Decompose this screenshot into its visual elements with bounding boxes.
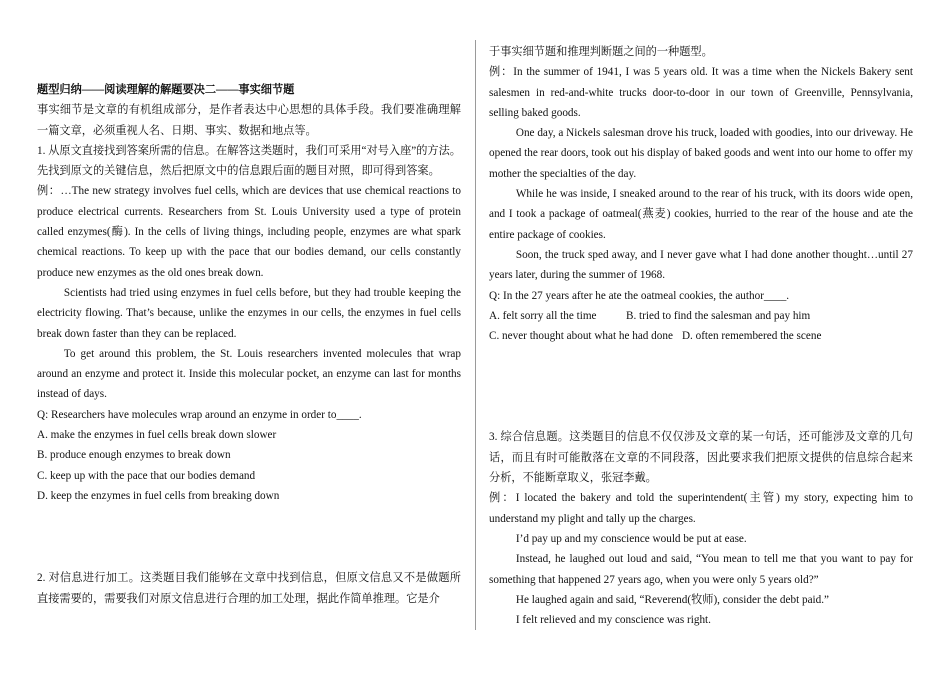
right-column (489, 42, 913, 630)
example-2-paragraph-3: While he was inside, I sneaked around to the rear of his truck, with its doors wide open, and I took a package of oatmeal(燕麦) cookies, hurried to the rear of the house and ate the entire package of cookies. (489, 188, 913, 241)
example-3-paragraph-5: I felt relieved and my conscience was right. (515, 614, 711, 627)
q1-option-a: A. make the enzymes in fuel cells break down slower (37, 429, 277, 442)
q1-option-c: C. keep up with the pace that our bodies demand (37, 469, 256, 482)
example-1-paragraph-3: To get around this problem, the St. Louis researchers invented molecules that wrap around an enzyme and protect it. Inside this molecular pocket, an enzyme can last for months instead of days. (37, 347, 461, 401)
point-3: 3. 综合信息题。这类题目的信息不仅仅涉及文章的某一句话，还可能涉及文章的几句话，而且有时可能散落在文章的不同段落，因此要求我们把原文提供的信息综合起来分析，不能断章取义，张冠李戴。 (489, 431, 913, 485)
example-2-paragraph-4: Soon, the truck sped away, and I never gave what I had done another thought…until 27 years later, during the summer of 1968. (489, 248, 913, 282)
example-3-paragraph-3: Instead, he laughed out loud and said, “You mean to tell me that you want to pay for something that happened 27 years ago, when you were only 5 years old?” (489, 553, 913, 586)
question-1: Q: Researchers have molecules wrap around an enzyme in order to____. (37, 408, 362, 421)
example-1-paragraph-1: 例：…The new strategy involves fuel cells, which are devices that use chemical reactions to produce electrical currents. Researchers from St. Louis University used a type of protein called enzymes(酶). In the cells of living things, including people, enzymes are what spark chemical reactions. To keep up with the pace that our bodies demand, our cells constantly produce new enzymes as the old ones break down. (37, 185, 461, 279)
column-divider (475, 40, 476, 630)
example-3-paragraph-1: 例：I located the bakery and told the superintendent(主管) my story, expecting him to understand my plight and tally up the charges. (489, 492, 913, 525)
example-3-paragraph-4: He laughed again and said, “Reverend(牧师), consider the debt paid.” (515, 593, 830, 606)
question-2: Q: In the 27 years after he ate the oatmeal cookies, the author____. (489, 289, 790, 302)
q2-option-b: B. tried to find the salesman and pay him (626, 309, 811, 322)
q2-option-d: D. often remembered the scene (681, 330, 822, 343)
point-1: 1. 从原文直接找到答案所需的信息。在解答这类题时，我们可采用“对号入座”的方法。先找到原文的关键信息，然后把原文中的信息跟后面的题目对照，即可得到答案。 (37, 144, 461, 178)
example-2-paragraph-1: 例：In the summer of 1941, I was 5 years old. It was a time when the Nickels Bakery sent salesmen in red-and-white trucks door-to-door in our town of Greenville, Pennsylvania, selling baked goods. (489, 66, 913, 119)
point-2-continued: 于事实细节题和推理判断题之间的一种题型。 (489, 46, 713, 58)
point-2: 2. 对信息进行加工。这类题目我们能够在文章中找到信息，但原文信息又不是做题所直接需要的，需要我们对原文信息进行合理的加工处理，据此作简单推理。它是介 (37, 572, 461, 605)
q2-options-row-1 (489, 306, 913, 326)
q1-option-b: B. produce enough enzymes to break down (37, 449, 231, 462)
q2-option-a: A. felt sorry all the time (489, 309, 597, 322)
q1-option-d: D. keep the enzymes in fuel cells from breaking down (37, 489, 280, 502)
example-3-paragraph-2: I’d pay up and my conscience would be put at ease. (515, 532, 747, 545)
section-title: 题型归纳——阅读理解的解题要决二——事实细节题 (37, 84, 295, 96)
example-1-paragraph-2: Scientists had tried using enzymes in fuel cells before, but they had trouble keeping the electricity flowing. That’s because, unlike the enzymes in our cells, the enzymes in fuel cells break down faster than they can be replaced. (37, 286, 461, 340)
q2-option-c: C. never thought about what he had done (489, 330, 673, 343)
q2-options-row-2 (489, 326, 913, 346)
intro-paragraph: 事实细节是文章的有机组成部分，是作者表达中心思想的具体手段。我们要准确理解一篇文章，必须重视人名、日期、事实、数据和地点等。 (37, 104, 461, 137)
left-column (37, 0, 461, 609)
example-2-paragraph-2: One day, a Nickels salesman drove his truck, loaded with goodies, into our driveway. He opened the rear doors, took out his display of baked goods and went into our home to offer my mother the specialties of the day. (489, 127, 913, 180)
